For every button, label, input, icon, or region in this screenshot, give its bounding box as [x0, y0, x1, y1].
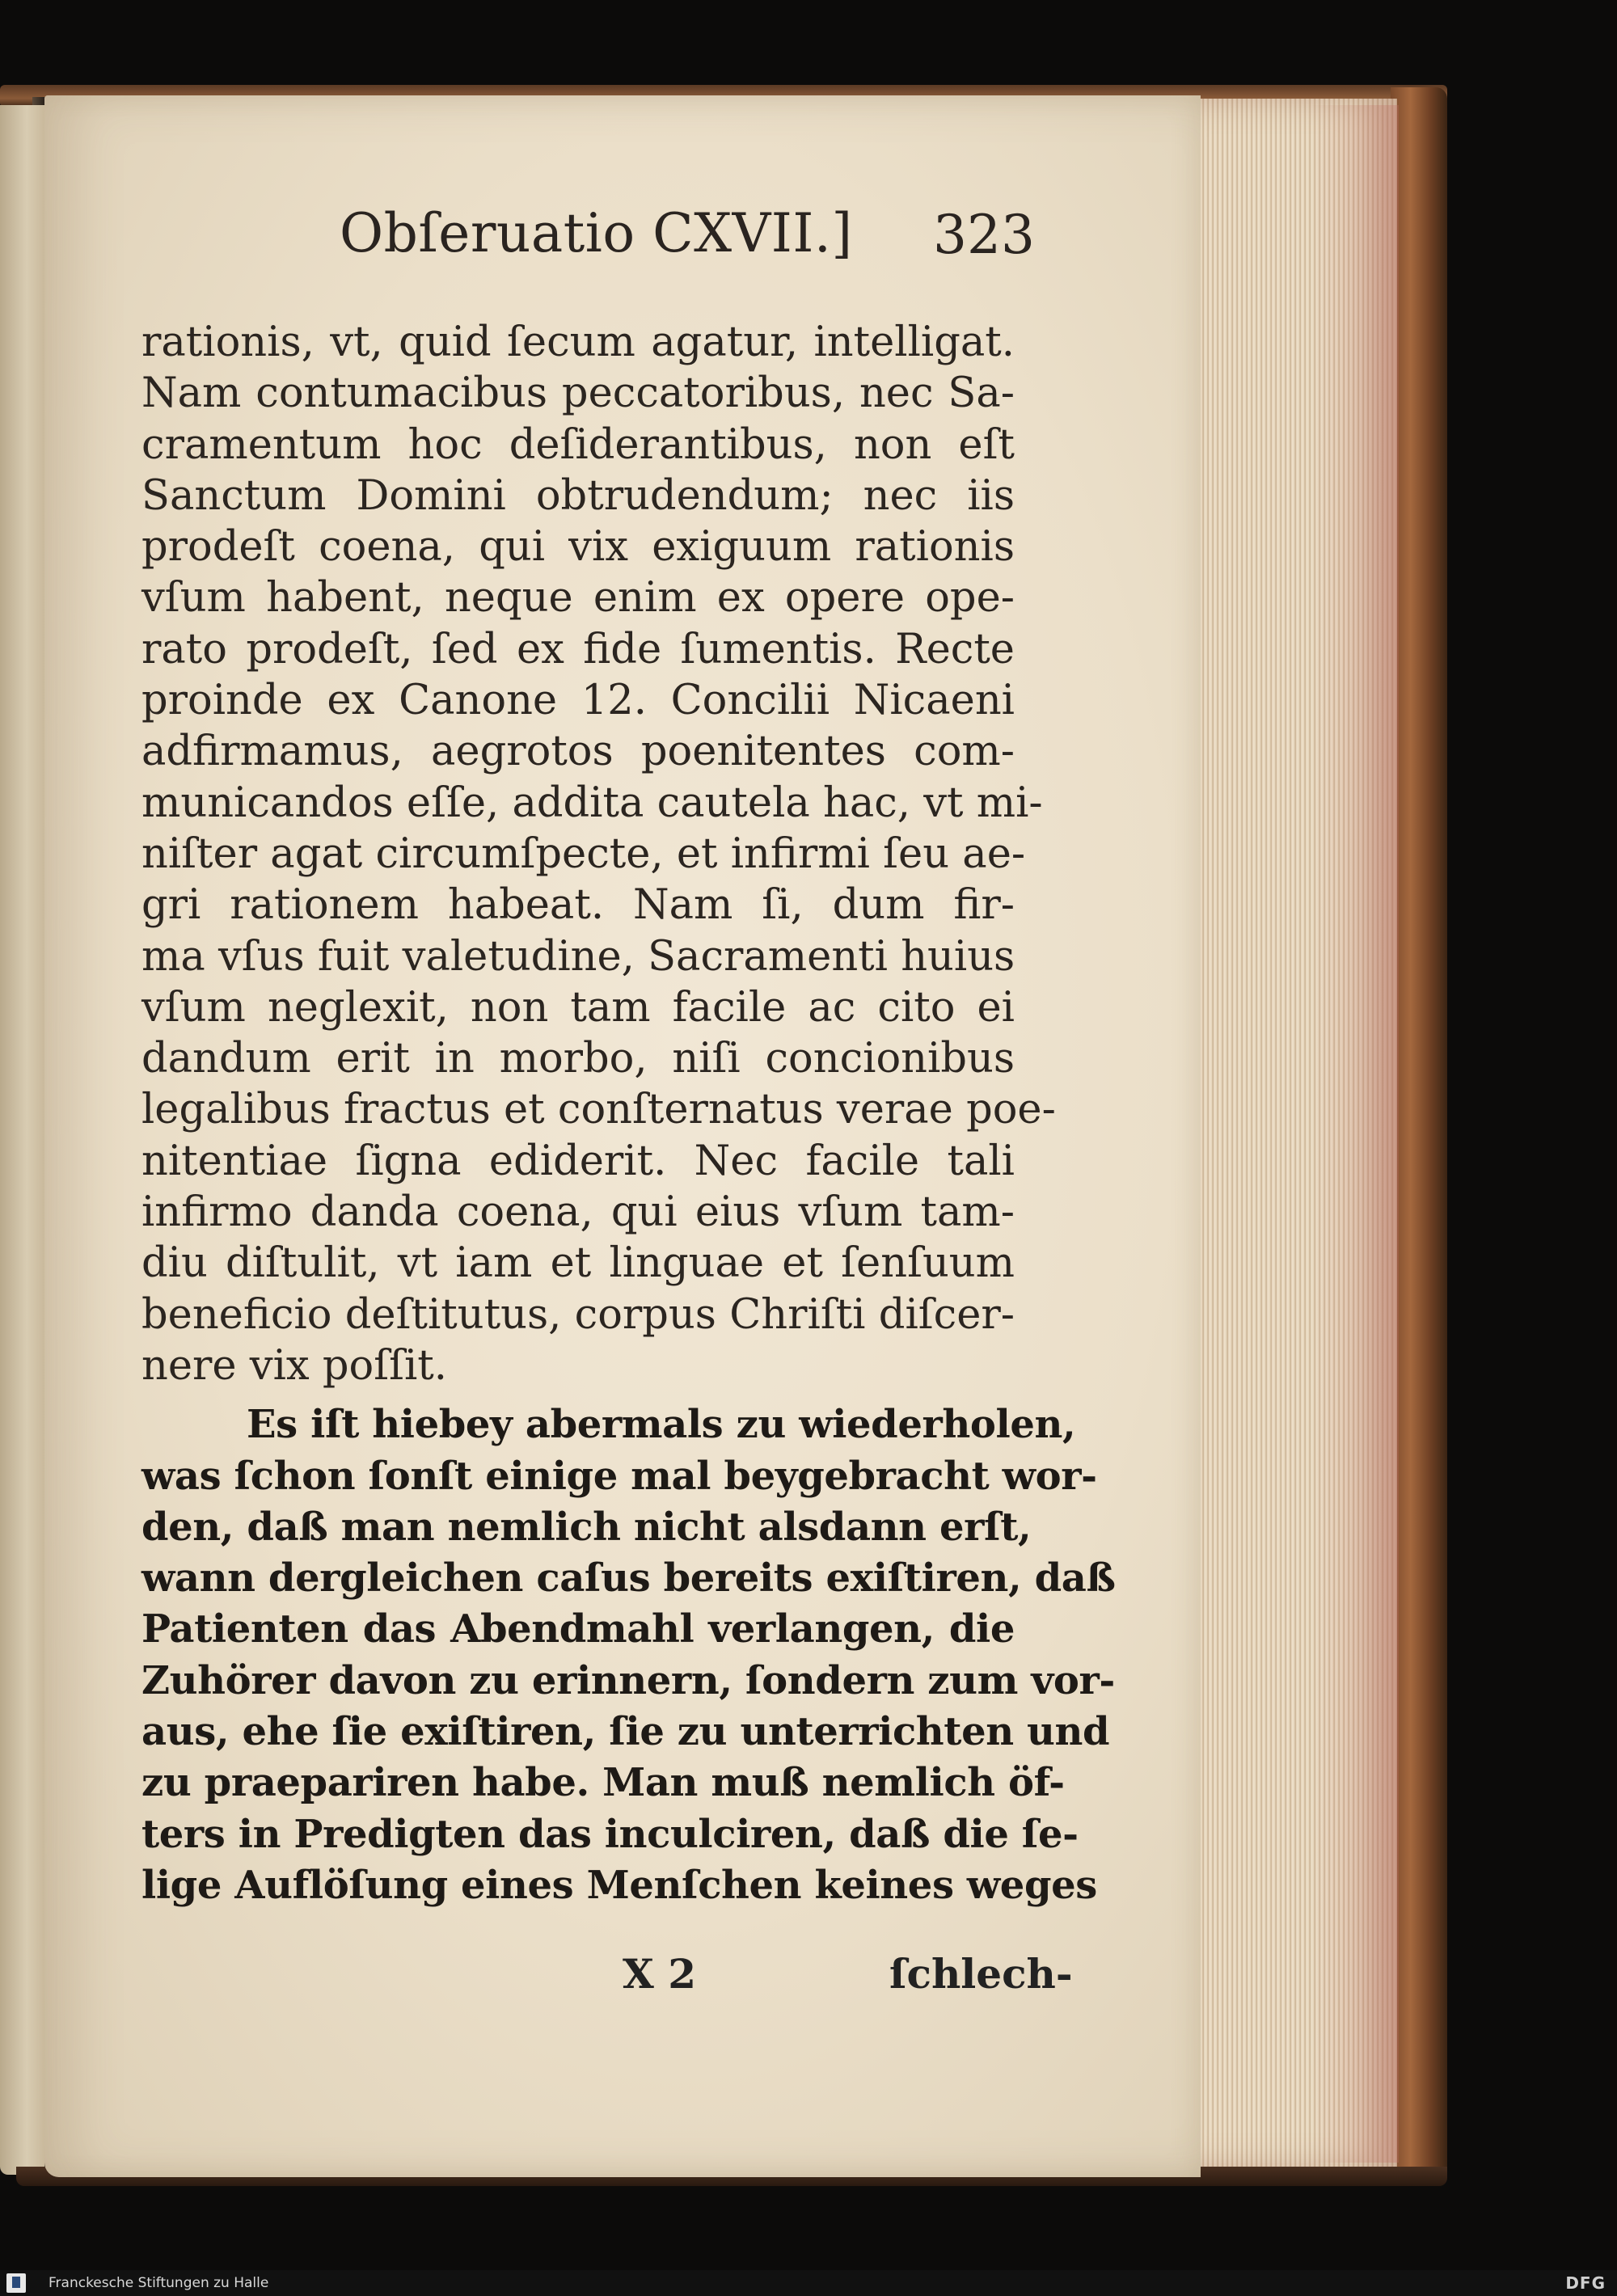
text-line: rato prodeſt, ſed ex fide ſumentis. Recte — [141, 625, 1015, 673]
cover-board-right — [1391, 87, 1447, 2177]
text-line: vſum neglexit, non tam facile ac cito ei — [141, 983, 1015, 1032]
text-line: adfirmamus, aegrotos poenitentes com- — [141, 728, 1015, 776]
catchword: ſchlech- — [889, 1950, 1073, 1998]
running-title: Obſeruatio CXVII.] — [340, 202, 853, 264]
text-line: niſter agat circumſpecte, et infirmi ſeu ae- — [141, 829, 1026, 878]
running-header — [340, 202, 1035, 275]
left-page-edge — [0, 105, 44, 2175]
text-line: cramentum hoc deſiderantibus, non eſt — [141, 420, 1015, 469]
text-line: gri rationem habeat. Nam ſi, dum fir- — [141, 881, 1015, 930]
text-line: rationis, vt, quid ſecum agatur, intelligat. — [141, 319, 1015, 366]
text-line: was ſchon ſonſt einige mal beygebracht wor- — [141, 1453, 1097, 1499]
text-line: beneficio deſtitutus, corpus Chriſti diſcer- — [141, 1290, 1015, 1339]
text-line: diu diſtulit, vt iam et linguae et ſenſuum — [141, 1239, 1015, 1288]
text-line: den, daß man nemlich nicht alsdann erſt, — [141, 1504, 1032, 1550]
page-body — [141, 317, 1116, 1911]
signature-mark: X 2 — [623, 1950, 696, 1998]
text-line: aus, ehe ſie exiſtiren, ſie zu unterrichten und — [141, 1709, 1110, 1755]
text-line: dandum erit in morbo, niſi concionibus — [141, 1035, 1015, 1083]
text-line: proinde ex Canone 12. Concilii Nicaeni — [141, 677, 1015, 725]
red-edge-tint — [1310, 105, 1399, 2163]
text-line: nitentiae ſigna ediderit. Nec facile tali — [141, 1137, 1015, 1185]
text-line: lige Auflöſung eines Menſchen keines weges — [141, 1862, 1097, 1908]
text-line: Zuhörer davon zu erinnern, ſondern zum vor- — [141, 1657, 1115, 1703]
text-line: legalibus fractus et conſternatus verae poe- — [141, 1086, 1056, 1134]
text-line: ma vſus fuit valetudine, Sacramenti huius — [141, 932, 1015, 981]
institution-logo-icon — [6, 2273, 26, 2293]
text-line: Sanctum Domini obtrudendum; nec iis — [141, 471, 1015, 520]
text-line: vſum habent, neque enim ex opere ope- — [141, 574, 1015, 623]
text-line: Es iſt hiebey abermals zu wiederholen, — [247, 1402, 1076, 1448]
text-line: Nam contumacibus peccatoribus, nec Sa- — [141, 369, 1015, 418]
text-line: nere vix poſſit. — [141, 1341, 448, 1390]
text-line: infirmo danda coena, qui eius vſum tam- — [141, 1188, 1015, 1237]
german-paragraph — [141, 1399, 1116, 1911]
text-line: wann dergleichen caſus bereits exiſtiren, daß — [141, 1555, 1116, 1602]
text-line: Patienten das Abendmahl verlangen, die — [141, 1606, 1015, 1652]
text-line: municandos eſſe, addita cautela hac, vt mi- — [141, 779, 1043, 827]
credit-bar — [0, 2270, 1617, 2296]
latin-paragraph — [141, 317, 1056, 1391]
text-line: zu praepariren habe. Man muß nemlich öf- — [141, 1760, 1065, 1806]
text-line: prodeſt coena, qui vix exiguum rationis — [141, 523, 1015, 572]
institution-name: Franckesche Stiftungen zu Halle — [49, 2275, 269, 2291]
page-number: 323 — [933, 204, 1035, 266]
text-line: ters in Predigten das inculciren, daß die ſe- — [141, 1811, 1079, 1857]
dfg-logo: DFG — [1565, 2273, 1606, 2293]
